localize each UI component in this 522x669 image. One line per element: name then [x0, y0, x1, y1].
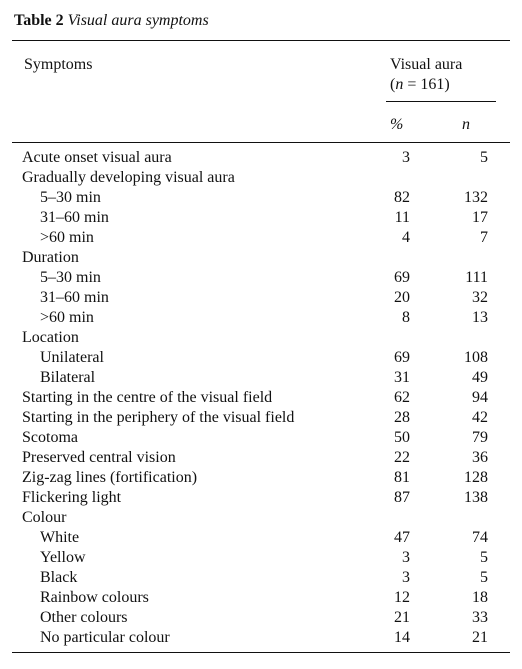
top-rule [12, 40, 510, 41]
symptom-label: 31–60 min [40, 209, 109, 226]
percent-cell: 4 [402, 229, 410, 246]
table-row [0, 608, 522, 628]
percent-cell: 20 [394, 289, 410, 306]
table-row [0, 588, 522, 608]
count-cell: 21 [472, 629, 488, 646]
table-row [0, 248, 522, 268]
table-row [0, 488, 522, 508]
count-cell: 36 [472, 449, 488, 466]
percent-cell: 82 [394, 189, 410, 206]
symptom-label: Location [22, 329, 79, 346]
symptom-label: Black [40, 569, 78, 586]
symptom-label: Other colours [40, 609, 128, 626]
symptom-label: Acute onset visual aura [22, 149, 172, 166]
table-row [0, 188, 522, 208]
table-number: Table 2 [14, 12, 64, 29]
count-cell: 17 [472, 209, 488, 226]
percent-cell: 14 [394, 629, 410, 646]
percent-cell: 87 [394, 489, 410, 506]
count-cell: 128 [464, 469, 488, 486]
percent-cell: 69 [394, 349, 410, 366]
symptom-label: Rainbow colours [40, 589, 149, 606]
percent-cell: 12 [394, 589, 410, 606]
count-cell: 5 [480, 549, 488, 566]
count-cell: 94 [472, 389, 488, 406]
table-row [0, 508, 522, 528]
table-row [0, 528, 522, 548]
percent-cell: 62 [394, 389, 410, 406]
symptom-label: Unilateral [40, 349, 104, 366]
table-row [0, 388, 522, 408]
percent-cell: 22 [394, 449, 410, 466]
table-row [0, 548, 522, 568]
count-cell: 79 [472, 429, 488, 446]
count-cell: 108 [464, 349, 488, 366]
symptom-label: 31–60 min [40, 289, 109, 306]
symptom-label: Colour [22, 509, 67, 526]
table-row [0, 168, 522, 188]
symptom-label: Bilateral [40, 369, 96, 386]
symptom-label: 5–30 min [40, 269, 101, 286]
count-column-header: n [462, 116, 470, 133]
percent-cell: 3 [402, 149, 410, 166]
table-row [0, 368, 522, 388]
count-cell: 13 [472, 309, 488, 326]
table-row [0, 408, 522, 428]
symptom-label: Zig-zag lines (fortification) [22, 469, 198, 486]
symptom-label: Gradually developing visual aura [22, 169, 235, 186]
percent-column-header: % [390, 116, 404, 133]
table-row [0, 568, 522, 588]
sample-size-header: (n = 161) [390, 76, 450, 93]
count-cell: 138 [464, 489, 488, 506]
percent-cell: 69 [394, 269, 410, 286]
symptom-label: Preserved central vision [22, 449, 176, 466]
percent-cell: 11 [394, 209, 410, 226]
group-rule [386, 101, 496, 102]
symptom-label: Scotoma [22, 429, 78, 446]
symptom-label: Yellow [40, 549, 86, 566]
table-row [0, 208, 522, 228]
table-row [0, 268, 522, 288]
percent-cell: 3 [402, 549, 410, 566]
table-row [0, 628, 522, 648]
table-row [0, 308, 522, 328]
bottom-rule [12, 652, 510, 653]
percent-cell: 8 [402, 309, 410, 326]
symptom-label: 5–30 min [40, 189, 101, 206]
count-cell: 74 [472, 529, 488, 546]
count-cell: 33 [472, 609, 488, 626]
table-row [0, 348, 522, 368]
count-cell: 7 [480, 229, 488, 246]
symptom-label: Flickering light [22, 489, 122, 506]
visual-aura-header: Visual aura [390, 56, 463, 73]
symptom-label: >60 min [40, 309, 94, 326]
symptom-label: Starting in the periphery of the visual field [22, 409, 295, 426]
symptom-label: Starting in the centre of the visual field [22, 389, 273, 406]
table-row [0, 428, 522, 448]
count-cell: 111 [465, 269, 488, 286]
count-cell: 5 [480, 149, 488, 166]
header-bottom-rule [12, 142, 510, 143]
symptom-label: No particular colour [40, 629, 170, 646]
table-body [0, 148, 522, 648]
table-row [0, 448, 522, 468]
table-row [0, 328, 522, 348]
percent-cell: 81 [394, 469, 410, 486]
table-row [0, 228, 522, 248]
symptom-label: >60 min [40, 229, 94, 246]
table-title [14, 11, 209, 31]
symptom-label: White [40, 529, 80, 546]
percent-cell: 21 [394, 609, 410, 626]
table-row [0, 148, 522, 168]
percent-cell: 3 [402, 569, 410, 586]
count-cell: 32 [472, 289, 488, 306]
count-cell: 132 [464, 189, 488, 206]
percent-cell: 28 [394, 409, 410, 426]
table-row [0, 468, 522, 488]
symptoms-header: Symptoms [24, 56, 93, 73]
table-caption: Visual aura symptoms [67, 12, 209, 29]
symptom-label: Duration [22, 249, 79, 266]
percent-cell: 31 [394, 369, 410, 386]
table-row [0, 288, 522, 308]
percent-cell: 50 [394, 429, 410, 446]
count-cell: 5 [480, 569, 488, 586]
count-cell: 49 [472, 369, 488, 386]
percent-cell: 47 [394, 529, 410, 546]
count-cell: 18 [472, 589, 488, 606]
count-cell: 42 [472, 409, 488, 426]
